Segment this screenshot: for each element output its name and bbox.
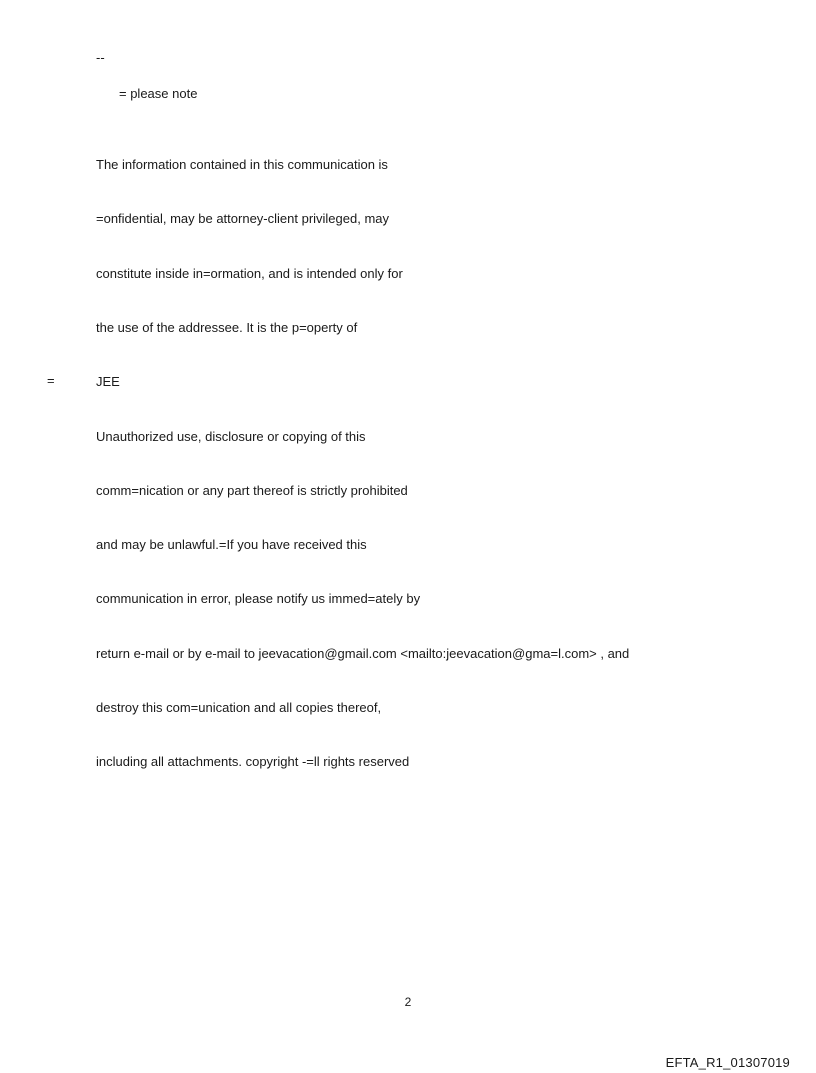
notice-line: comm=nication or any part thereof is strictly prohibited: [96, 482, 408, 498]
notice-line: Unauthorized use, disclosure or copying of this: [96, 428, 366, 444]
notice-line: and may be unlawful.=If you have received this: [96, 537, 367, 553]
notice-line: the use of the addressee. It is the p=operty of: [96, 320, 358, 336]
please-note-line: = please note: [119, 86, 198, 101]
notice-line: The information contained in this communication is: [96, 157, 388, 173]
notice-line: return e-mail or by e-mail to jeevacation@gmail.com <mailto:jeevacation@gma=l.com> , and: [96, 645, 630, 661]
notice-line: =onfidential, may be attorney-client privileged, may: [96, 211, 390, 227]
page-number: 2: [404, 995, 412, 1009]
notice-line: JEE: [96, 374, 120, 390]
trailing-equals: =: [47, 373, 55, 388]
notice-line: constitute inside in=ormation, and is intended only for: [96, 265, 403, 281]
confidentiality-notice: [96, 120, 629, 808]
notice-line: destroy this com=unication and all copies thereof,: [96, 700, 382, 715]
notice-line: including all attachments. copyright -=ll rights reserved: [96, 754, 410, 770]
document-id: EFTA_R1_01307019: [665, 1055, 790, 1070]
notice-line: communication in error, please notify us immed=ately by: [96, 591, 421, 607]
separator-line: --: [96, 50, 105, 65]
